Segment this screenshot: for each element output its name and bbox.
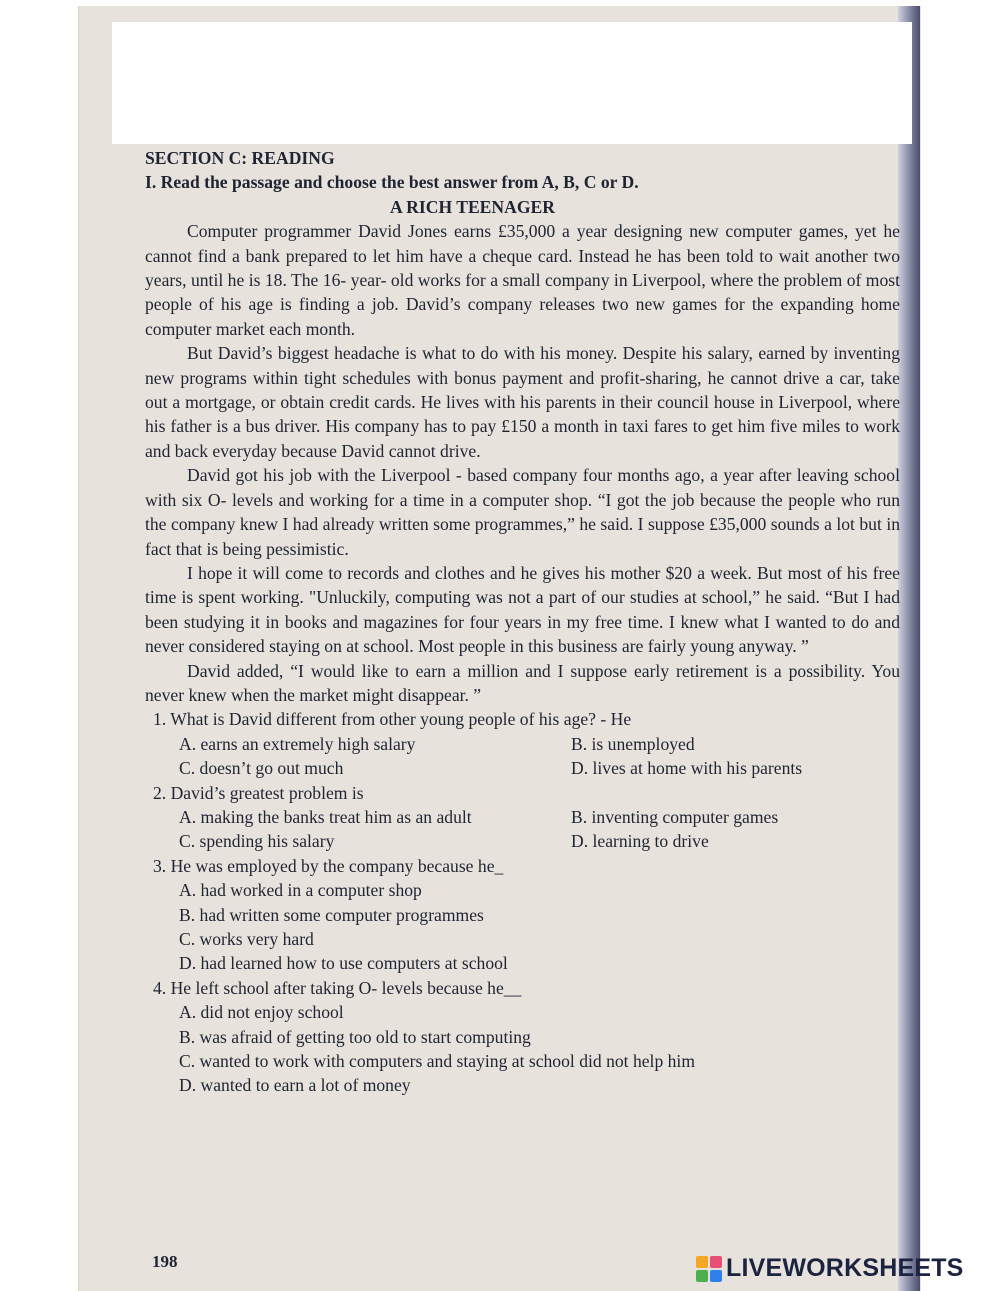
passage-paragraph: But David’s biggest headache is what to do with his money. Despite his salary, earned by inventing new programs within tight schedules with bonus payment and profit-sharing, he cannot drive a car, take out a mortgage, or obtain credit cards. He lives with his parents in their council house in Liverpool, where his father is a bus driver. His company has to pay £150 a month in taxi fares to get him five miles to work and back everyday because David cannot drive.: [145, 343, 900, 461]
section-heading: SECTION C: READING: [145, 148, 335, 168]
option-b[interactable]: B. had written some computer programmes: [179, 904, 484, 925]
option-d[interactable]: D. had learned how to use computers at school: [179, 953, 508, 974]
passage-paragraph: I hope it will come to records and clothes and he gives his mother $20 a week. But most of his free time is spent working. "Unluckily, computing was not a part of our studies at school,” he said. “But I had been studying it in books and magazines for four years in my free time. I knew what I wanted to do and never considered staying on at school. Most people in this business are fairly young anyway. ”: [145, 562, 900, 657]
logo-square-green: [696, 1270, 708, 1282]
liveworksheets-logo[interactable]: [696, 1254, 964, 1283]
option-a[interactable]: A. making the banks treat him as an adult: [179, 806, 472, 827]
liveworksheets-logo-icon: [696, 1256, 722, 1282]
question-1: [145, 707, 900, 780]
logo-square-pink: [710, 1256, 722, 1268]
option-b[interactable]: B. inventing computer games: [571, 806, 779, 827]
question-stem: 1. What is David different from other young people of his age? - He: [153, 709, 632, 730]
option-c[interactable]: C. wanted to work with computers and staying at school did not help him: [179, 1051, 696, 1072]
brand-name: LIVEWORKSHEETS: [726, 1254, 964, 1282]
passage-title: A RICH TEENAGER: [390, 196, 555, 217]
blank-header-box: [112, 22, 912, 144]
logo-square-orange: [696, 1256, 708, 1268]
question-4: [145, 976, 900, 1098]
option-b[interactable]: B. is unemployed: [571, 733, 695, 754]
question-stem: 3. He was employed by the company because he_: [153, 855, 504, 876]
passage-paragraph: David added, “I would like to earn a million and I suppose early retirement is a possibility. You never knew when the market might disappear. ”: [145, 660, 900, 705]
option-d[interactable]: D. wanted to earn a lot of money: [179, 1075, 411, 1096]
option-a[interactable]: A. earns an extremely high salary: [179, 733, 416, 754]
option-c[interactable]: C. doesn’t go out much: [179, 758, 344, 779]
option-d[interactable]: D. learning to drive: [571, 831, 709, 852]
instruction: I. Read the passage and choose the best answer from A, B, C or D.: [145, 172, 639, 193]
logo-square-blue: [710, 1270, 722, 1282]
question-stem: 2. David’s greatest problem is: [153, 782, 364, 803]
question-2: [145, 781, 900, 854]
option-b[interactable]: B. was afraid of getting too old to start computing: [179, 1026, 531, 1047]
reading-section: [145, 146, 900, 1098]
option-c[interactable]: C. spending his salary: [179, 831, 335, 852]
page-number: 198: [152, 1252, 178, 1271]
option-c[interactable]: C. works very hard: [179, 929, 314, 949]
passage-paragraph: Computer programmer David Jones earns £35,000 a year designing new computer games, yet he cannot find a bank prepared to let him have a cheque card. Instead he has been told to wait another two years, until he is 18. The 16- year- old works for a small company in Liverpool, where the problem of most people of his age is finding a job. David’s company releases two new games for the expanding home computer market each month.: [145, 221, 900, 339]
passage-paragraph: David got his job with the Liverpool - based company four months ago, a year after leaving school with six O- levels and working for a time in a computer shop. “I got the job because the people who run the company knew I had already written some programmes,” he said. I suppose £35,000 sounds a lot but in fact that is being pessimistic.: [145, 465, 900, 559]
option-d[interactable]: D. lives at home with his parents: [571, 758, 803, 779]
question-3: [145, 854, 900, 976]
options-grid: [145, 732, 900, 781]
book-spine: [898, 6, 920, 1291]
option-a[interactable]: A. had worked in a computer shop: [179, 880, 422, 901]
question-stem: 4. He left school after taking O- levels because he__: [153, 977, 522, 998]
option-a[interactable]: A. did not enjoy school: [179, 1002, 344, 1023]
options-grid: [145, 805, 900, 854]
